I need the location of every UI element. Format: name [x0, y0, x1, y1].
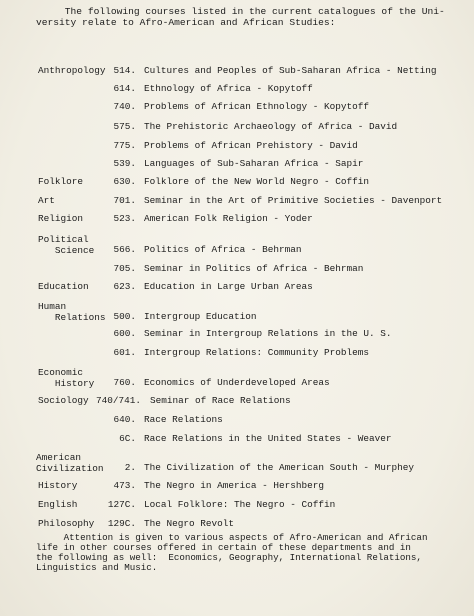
course-row: [0, 518, 474, 530]
course-row: [0, 452, 474, 474]
course-title: Seminar in Intergroup Relations in the U. S.: [144, 328, 392, 339]
course-title: Folklore of the New World Negro - Coffin: [144, 176, 370, 187]
course-title: Intergroup Relations: Community Problems: [144, 347, 370, 358]
course-number: 566.: [113, 244, 136, 255]
course-title: Problems of African Ethnology - Kopytoff: [144, 101, 370, 112]
course-number: 740.: [113, 101, 136, 112]
department-label: American Civilization: [36, 452, 104, 474]
course-row: [0, 395, 474, 407]
course-row: [0, 367, 474, 389]
course-row: [0, 176, 474, 188]
course-title: American Folk Religion - Yoder: [144, 213, 313, 224]
closing-paragraph: Attention is given to various aspects of Afro-American and African life in other courses offered in certain of these departments and in the following as well: Economics, Geography, International Relations, Linguistics and Music.: [36, 532, 428, 573]
course-row: [0, 281, 474, 293]
course-number: 775.: [113, 140, 136, 151]
course-row: [0, 433, 474, 445]
course-number: 523.: [113, 213, 136, 224]
course-row: [0, 263, 474, 275]
course-number: 630.: [113, 176, 136, 187]
department-label: Human Relations: [38, 301, 106, 323]
course-number: 514.: [113, 65, 136, 76]
course-row: [0, 499, 474, 511]
course-title: Local Folklore: The Negro - Coffin: [144, 499, 336, 510]
course-row: [0, 101, 474, 113]
course-title: Education in Large Urban Areas: [144, 281, 313, 292]
department-label: English: [38, 499, 78, 510]
course-row: [0, 414, 474, 426]
course-number: 740/741.: [96, 395, 142, 406]
department-label: Anthropology: [38, 65, 106, 76]
course-row: [0, 213, 474, 225]
course-number: 600.: [113, 328, 136, 339]
department-label: Education: [38, 281, 89, 292]
course-number: 500.: [113, 311, 136, 322]
course-title: Race Relations: [144, 414, 223, 425]
department-label: Political Science: [38, 234, 95, 256]
course-row: [0, 328, 474, 340]
course-number: 539.: [113, 158, 136, 169]
course-title: The Civilization of the American South - Murphey: [144, 462, 415, 473]
department-label: Economic History: [38, 367, 95, 389]
course-number: 2.: [124, 462, 136, 473]
course-number: 601.: [113, 347, 136, 358]
course-title: Languages of Sub-Saharan Africa - Sapir: [144, 158, 364, 169]
course-title: Ethnology of Africa - Kopytoff: [144, 83, 313, 94]
course-row: [0, 65, 474, 77]
course-title: Economics of Underdeveloped Areas: [144, 377, 330, 388]
department-label: Art: [38, 195, 55, 206]
course-title: The Prehistoric Archaeology of Africa - David: [144, 121, 398, 132]
course-number: 473.: [113, 480, 136, 491]
course-number: 705.: [113, 263, 136, 274]
course-title: Race Relations in the United States - Weaver: [144, 433, 392, 444]
course-number: 129C.: [107, 518, 136, 529]
department-label: Sociology: [38, 395, 89, 406]
department-label: Folklore: [38, 176, 84, 187]
department-label: Philosophy: [38, 518, 95, 529]
course-number: 127C.: [107, 499, 136, 510]
course-row: [0, 158, 474, 170]
course-number: 640.: [113, 414, 136, 425]
course-title: The Negro Revolt: [144, 518, 235, 529]
course-number: 575.: [113, 121, 136, 132]
course-title: Cultures and Peoples of Sub-Saharan Africa - Netting: [144, 65, 437, 76]
intro-paragraph: The following courses listed in the current catalogues of the Uni- versity relate to Afro-American and African Studies:: [36, 6, 445, 28]
course-title: Seminar of Race Relations: [150, 395, 291, 406]
course-title: The Negro in America - Hershberg: [144, 480, 325, 491]
course-row: [0, 195, 474, 207]
department-label: Religion: [38, 213, 84, 224]
course-title: Problems of African Prehistory - David: [144, 140, 358, 151]
course-row: [0, 140, 474, 152]
course-number: 614.: [113, 83, 136, 94]
course-title: Seminar in the Art of Primitive Societies - Davenport: [144, 195, 443, 206]
course-title: Politics of Africa - Behrman: [144, 244, 302, 255]
course-number: 760.: [113, 377, 136, 388]
course-row: [0, 121, 474, 133]
course-number: 6C.: [119, 433, 136, 444]
course-row: [0, 234, 474, 256]
course-number: 701.: [113, 195, 136, 206]
course-row: [0, 480, 474, 492]
course-number: 623.: [113, 281, 136, 292]
course-row: [0, 83, 474, 95]
course-title: Intergroup Education: [144, 311, 257, 322]
department-label: History: [38, 480, 78, 491]
course-title: Seminar in Politics of Africa - Behrman: [144, 263, 364, 274]
course-row: [0, 347, 474, 359]
course-row: [0, 301, 474, 323]
